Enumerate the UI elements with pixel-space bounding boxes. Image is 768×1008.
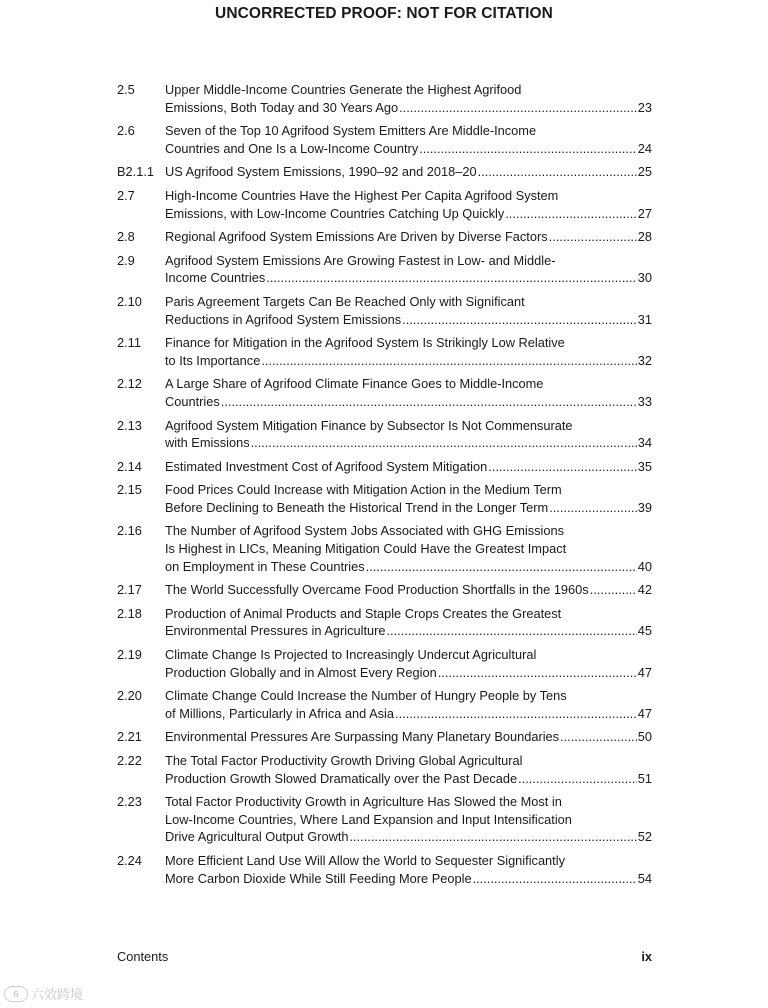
- toc-entry-page-number[interactable]: 39: [637, 499, 652, 515]
- toc-entry-page-number[interactable]: 45: [637, 623, 652, 639]
- toc-entry-title: [165, 228, 652, 246]
- toc-entry[interactable]: [117, 522, 652, 575]
- toc-entry-last-line: [165, 434, 652, 452]
- toc-entry-title-line: High-Income Countries Have the Highest Per Capita Agrifood System: [165, 187, 559, 203]
- dot-leader: [478, 163, 637, 181]
- toc-entry-title-line: Production of Animal Products and Staple Crops Creates the Greatest: [165, 605, 562, 621]
- toc-entry-number: 2.18: [117, 605, 142, 621]
- toc-entry-title: [165, 852, 652, 887]
- toc-entry-title-line: Total Factor Productivity Growth in Agriculture Has Slowed the Most in: [165, 794, 562, 810]
- toc-entry-title: [165, 187, 652, 222]
- toc-entry-page-number[interactable]: 34: [637, 435, 652, 451]
- dot-leader: [266, 269, 636, 287]
- toc-entry-title: [165, 752, 652, 787]
- toc-entry-title: [165, 458, 652, 476]
- toc-entry-number: 2.11: [117, 335, 141, 351]
- toc-entry-page-number[interactable]: 31: [637, 311, 652, 327]
- toc-entry-page-number[interactable]: 30: [637, 270, 652, 286]
- toc-entry-number: 2.22: [117, 753, 142, 768]
- toc-entry-title-line: A Large Share of Agrifood Climate Finance Goes to Middle-Income: [165, 376, 544, 392]
- toc-entry-title-line: Countries: [165, 393, 220, 409]
- toc-entry-title: [165, 122, 652, 157]
- toc-entry-last-line: [165, 705, 652, 723]
- toc-entry-title-line: Paris Agreement Targets Can Be Reached Only with Significant: [165, 293, 525, 309]
- toc-entry-page-number[interactable]: 35: [637, 458, 652, 474]
- dot-leader: [261, 352, 636, 370]
- toc-entry-number: 2.5: [117, 82, 135, 97]
- dot-leader: [549, 228, 637, 246]
- toc-entry-last-line: [165, 770, 652, 788]
- toc-entry-title-line: The Total Factor Productivity Growth Driving Global Agricultural: [165, 753, 523, 768]
- toc-entry-title: [165, 687, 652, 722]
- toc-entry-title: [165, 293, 652, 328]
- toc-entry-number: 2.13: [117, 417, 142, 433]
- toc-entry-title-line: Countries and One Is a Low-Income Country: [165, 140, 419, 156]
- toc-entry-last-line: [165, 499, 652, 517]
- toc-entry[interactable]: [117, 852, 652, 887]
- toc-entry-number: 2.20: [117, 688, 142, 704]
- toc-entry-title-line: Before Declining to Beneath the Historical Trend in the Longer Term: [165, 499, 549, 515]
- toc-entry-page-number[interactable]: 51: [637, 770, 652, 786]
- toc-entry-last-line: [165, 99, 652, 117]
- dot-leader: [395, 705, 637, 723]
- toc-entry-number: B2.1.1: [117, 164, 154, 180]
- toc-entry-title: [165, 605, 652, 640]
- toc-entry-title: [165, 334, 652, 369]
- toc-entry-number: 2.21: [117, 729, 142, 745]
- dot-leader: [350, 828, 637, 846]
- toc-entry-title: [165, 252, 652, 287]
- footer-page-number: ix: [641, 949, 652, 964]
- toc-entry-last-line: [165, 558, 652, 576]
- toc-entry-title: [165, 81, 652, 116]
- toc-entry-title-line: The World Successfully Overcame Food Production Shortfalls in the 1960s: [165, 582, 589, 598]
- toc-entry-page-number[interactable]: 25: [637, 164, 652, 180]
- toc-entry-title: [165, 581, 652, 599]
- toc-entry[interactable]: [117, 581, 652, 599]
- toc-entry[interactable]: [117, 605, 652, 640]
- dot-leader: [549, 499, 637, 517]
- toc-entry-number: 2.12: [117, 376, 142, 392]
- toc-entry-title-line: Drive Agricultural Output Growth: [165, 829, 349, 845]
- dot-leader: [505, 205, 637, 223]
- dot-leader: [590, 581, 637, 599]
- toc-entry-number: 2.14: [117, 458, 142, 474]
- toc-entry-title-line: Food Prices Could Increase with Mitigation Action in the Medium Term: [165, 482, 562, 498]
- toc-entry-page-number[interactable]: 47: [637, 705, 652, 721]
- toc-entry[interactable]: [117, 687, 652, 722]
- toc-entry-last-line: [165, 664, 652, 682]
- toc-entry-title-line: of Millions, Particularly in Africa and Asia: [165, 705, 395, 721]
- toc-entry-page-number[interactable]: 42: [637, 582, 652, 598]
- toc-entry-page-number[interactable]: 47: [637, 664, 652, 680]
- dot-leader: [473, 870, 637, 888]
- toc-entry-title-line: Environmental Pressures Are Surpassing Many Planetary Boundaries: [165, 729, 560, 745]
- toc-entry-last-line: [165, 581, 652, 599]
- watermark-text: 六效跨境: [31, 987, 84, 1002]
- toc-entry-title-line: Environmental Pressures in Agriculture: [165, 623, 386, 639]
- toc-entry-number: 2.17: [117, 582, 142, 598]
- toc-entry-number: 2.9: [117, 252, 135, 268]
- toc-entry-title-line: Income Countries: [165, 270, 266, 286]
- toc-entry-number: 2.15: [117, 482, 142, 498]
- toc-entry-title-line: Production Globally and in Almost Every Region: [165, 664, 437, 680]
- toc-entry-title-line: Estimated Investment Cost of Agrifood System Mitigation: [165, 458, 488, 474]
- toc-entry-last-line: [165, 828, 652, 846]
- toc-entry-page-number[interactable]: 24: [637, 140, 652, 156]
- toc-entry[interactable]: [117, 417, 652, 452]
- toc-entry[interactable]: [117, 252, 652, 287]
- footer-section-title: Contents: [117, 949, 169, 964]
- dot-leader: [251, 434, 637, 452]
- toc-entry[interactable]: [117, 163, 652, 181]
- toc-entry[interactable]: [117, 122, 652, 157]
- toc-entry-number: 2.6: [117, 123, 135, 139]
- toc-entry-title: [165, 522, 652, 575]
- toc-entry-last-line: [165, 393, 652, 411]
- toc-entry-title: [165, 417, 652, 452]
- toc-entry-number: 2.7: [117, 187, 135, 203]
- toc-entry-title-line: Low-Income Countries, Where Land Expansion and Input Intensification: [165, 811, 572, 827]
- toc-entry-title: [165, 481, 652, 516]
- toc-entry-title-line: More Carbon Dioxide While Still Feeding More People: [165, 870, 472, 886]
- toc-entry-title-line: US Agrifood System Emissions, 1990–92 and 2018–20: [165, 164, 477, 180]
- dot-leader: [560, 728, 637, 746]
- dot-leader: [518, 770, 637, 788]
- dot-leader: [438, 664, 637, 682]
- toc-entry[interactable]: [117, 228, 652, 246]
- toc-entry-last-line: [165, 728, 652, 746]
- toc-entry-last-line: [165, 458, 652, 476]
- toc-entry-title-line: Upper Middle-Income Countries Generate the Highest Agrifood: [165, 82, 522, 97]
- toc-entry-page-number[interactable]: 23: [637, 99, 652, 115]
- toc-entry-title-line: Emissions, Both Today and 30 Years Ago: [165, 99, 399, 115]
- watermark: [4, 984, 83, 1003]
- toc-entry-title-line: Is Highest in LICs, Meaning Mitigation Could Have the Greatest Impact: [165, 541, 567, 557]
- table-of-figures: [117, 81, 652, 893]
- toc-entry-number: 2.23: [117, 794, 142, 810]
- toc-entry-page-number[interactable]: 32: [637, 352, 652, 368]
- toc-entry[interactable]: [117, 728, 652, 746]
- toc-entry[interactable]: [117, 752, 652, 787]
- toc-entry-page-number[interactable]: 52: [637, 829, 652, 845]
- toc-entry-title-line: on Employment in These Countries: [165, 558, 365, 574]
- toc-entry-page-number[interactable]: 27: [637, 205, 652, 221]
- toc-entry-title-line: Reductions in Agrifood System Emissions: [165, 311, 402, 327]
- toc-entry-title-line: More Efficient Land Use Will Allow the World to Sequester Significantly: [165, 852, 565, 868]
- toc-entry-title-line: Agrifood System Emissions Are Growing Fastest in Low- and Middle-: [165, 252, 556, 268]
- toc-entry[interactable]: [117, 81, 652, 116]
- toc-entry-number: 2.19: [117, 647, 142, 663]
- dot-leader: [488, 458, 637, 476]
- toc-entry-page-number[interactable]: 33: [637, 393, 652, 409]
- toc-entry-number: 2.8: [117, 229, 135, 245]
- toc-entry[interactable]: [117, 646, 652, 681]
- toc-entry-title: [165, 728, 652, 746]
- dot-leader: [402, 311, 637, 329]
- toc-entry-page-number[interactable]: 28: [637, 229, 652, 245]
- toc-entry[interactable]: [117, 187, 652, 222]
- toc-entry[interactable]: [117, 481, 652, 516]
- watermark-logo-icon: 6: [4, 986, 28, 1002]
- toc-entry-last-line: [165, 870, 652, 888]
- toc-entry-last-line: [165, 352, 652, 370]
- toc-entry-title-line: to Its Importance: [165, 352, 261, 368]
- dot-leader: [366, 558, 637, 576]
- toc-entry-number: 2.10: [117, 293, 142, 309]
- dot-leader: [221, 393, 637, 411]
- dot-leader: [387, 622, 637, 640]
- toc-entry-page-number[interactable]: 54: [637, 870, 652, 886]
- dot-leader: [399, 99, 637, 117]
- toc-entry-title-line: Emissions, with Low-Income Countries Catching Up Quickly: [165, 205, 505, 221]
- toc-entry-last-line: [165, 622, 652, 640]
- toc-entry-page-number[interactable]: 40: [637, 558, 652, 574]
- toc-entry-title: [165, 793, 652, 846]
- toc-entry-last-line: [165, 228, 652, 246]
- proof-header: UNCORRECTED PROOF: NOT FOR CITATION: [215, 5, 553, 22]
- toc-entry-number: 2.24: [117, 852, 142, 868]
- toc-entry-last-line: [165, 205, 652, 223]
- dot-leader: [419, 140, 637, 158]
- toc-entry-title-line: Finance for Mitigation in the Agrifood System Is Strikingly Low Relative: [165, 335, 565, 351]
- toc-entry-title-line: Regional Agrifood System Emissions Are Driven by Diverse Factors: [165, 229, 548, 245]
- toc-entry-last-line: [165, 140, 652, 158]
- toc-entry-title: [165, 163, 652, 181]
- toc-entry-last-line: [165, 269, 652, 287]
- toc-entry-page-number[interactable]: 50: [637, 729, 652, 745]
- toc-entry-last-line: [165, 311, 652, 329]
- toc-entry-title-line: Climate Change Could Increase the Number of Hungry People by Tens: [165, 688, 567, 704]
- toc-entry-number: 2.16: [117, 523, 142, 539]
- toc-entry-title-line: Climate Change Is Projected to Increasingly Undercut Agricultural: [165, 647, 537, 663]
- toc-entry-title-line: Production Growth Slowed Dramatically over the Past Decade: [165, 770, 518, 786]
- toc-entry-title-line: The Number of Agrifood System Jobs Associated with GHG Emissions: [165, 523, 564, 539]
- toc-entry-title-line: Agrifood System Mitigation Finance by Subsector Is Not Commensurate: [165, 417, 573, 433]
- toc-entry[interactable]: [117, 334, 652, 369]
- toc-entry-title: [165, 375, 652, 410]
- toc-entry[interactable]: [117, 793, 652, 846]
- toc-entry-title-line: Seven of the Top 10 Agrifood System Emitters Are Middle-Income: [165, 123, 537, 139]
- toc-entry-title: [165, 646, 652, 681]
- toc-entry-title-line: with Emissions: [165, 435, 250, 451]
- toc-entry[interactable]: [117, 293, 652, 328]
- toc-entry[interactable]: [117, 458, 652, 476]
- toc-entry-last-line: [165, 163, 652, 181]
- toc-entry[interactable]: [117, 375, 652, 410]
